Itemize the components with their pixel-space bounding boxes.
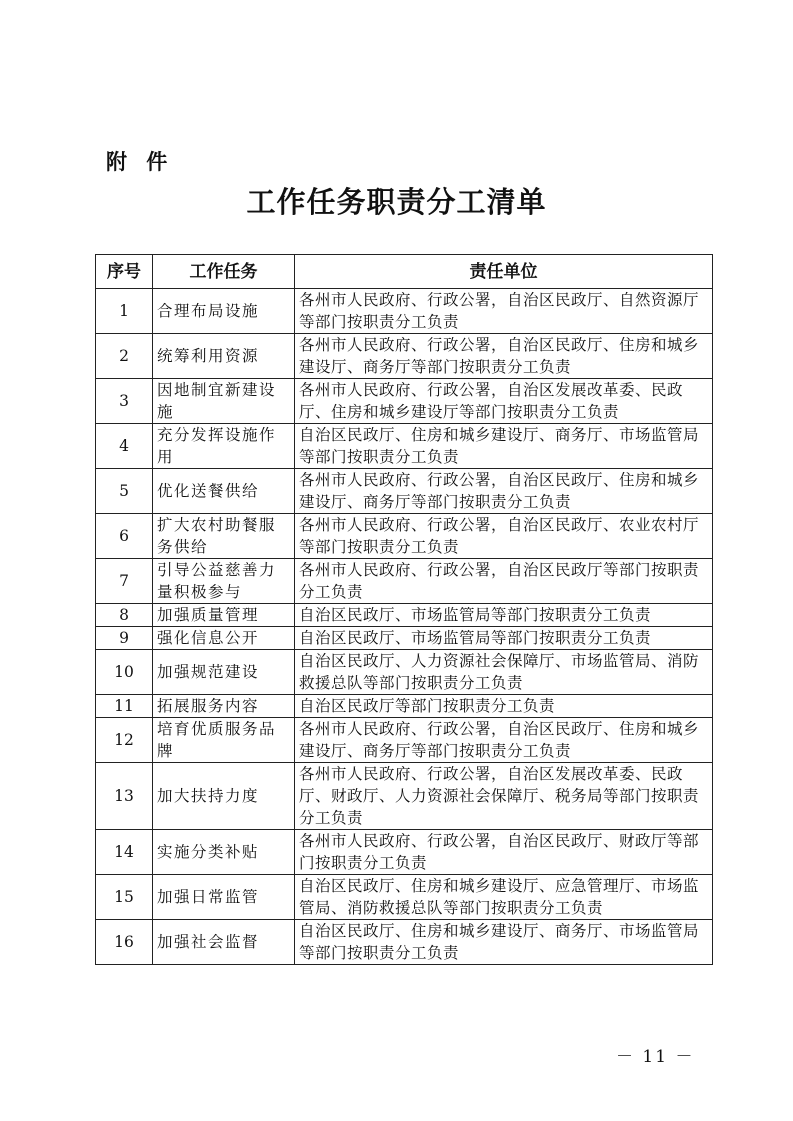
row-serial-number: 5	[96, 469, 153, 514]
row-responsible-unit: 各州市人民政府、行政公署，自治区民政厅、自然资源厅等部门按职责分工负责	[295, 289, 713, 334]
table-row	[96, 650, 713, 695]
row-responsible-unit: 各州市人民政府、行政公署，自治区民政厅、住房和城乡建设厅、商务厅等部门按职责分工负责	[295, 469, 713, 514]
header-work-task: 工作任务	[153, 255, 295, 289]
row-serial-number: 2	[96, 334, 153, 379]
table-row	[96, 559, 713, 604]
row-work-task: 实施分类补贴	[153, 830, 295, 875]
row-work-task: 加强日常监管	[153, 875, 295, 920]
table-row	[96, 763, 713, 830]
row-serial-number: 11	[96, 695, 153, 718]
row-serial-number: 10	[96, 650, 153, 695]
row-responsible-unit: 自治区民政厅、人力资源社会保障厅、市场监管局、消防救援总队等部门按职责分工负责	[295, 650, 713, 695]
row-work-task: 加强社会监督	[153, 920, 295, 965]
task-responsibility-table	[95, 254, 713, 965]
row-responsible-unit: 各州市人民政府、行政公署，自治区民政厅、住房和城乡建设厅、商务厅等部门按职责分工负责	[295, 718, 713, 763]
page-number: － 11 －	[616, 1047, 695, 1067]
row-work-task: 培育优质服务品牌	[153, 718, 295, 763]
row-serial-number: 3	[96, 379, 153, 424]
row-responsible-unit: 各州市人民政府、行政公署，自治区民政厅、财政厅等部门按职责分工负责	[295, 830, 713, 875]
table-row	[96, 514, 713, 559]
table-row	[96, 469, 713, 514]
row-work-task: 充分发挥设施作用	[153, 424, 295, 469]
row-serial-number: 4	[96, 424, 153, 469]
row-work-task: 拓展服务内容	[153, 695, 295, 718]
row-work-task: 引导公益慈善力量积极参与	[153, 559, 295, 604]
row-responsible-unit: 各州市人民政府、行政公署，自治区发展改革委、民政厅、财政厅、人力资源社会保障厅、税务局等部门按职责分工负责	[295, 763, 713, 830]
table-row	[96, 875, 713, 920]
row-serial-number: 16	[96, 920, 153, 965]
table-row	[96, 334, 713, 379]
table-header-row	[96, 255, 713, 289]
attachment-label: 附 件	[106, 150, 174, 174]
row-responsible-unit: 自治区民政厅、住房和城乡建设厅、应急管理厅、市场监管局、消防救援总队等部门按职责分工负责	[295, 875, 713, 920]
header-serial-number: 序号	[96, 255, 153, 289]
row-responsible-unit: 自治区民政厅等部门按职责分工负责	[295, 695, 713, 718]
row-serial-number: 7	[96, 559, 153, 604]
row-work-task: 强化信息公开	[153, 627, 295, 650]
table-row	[96, 379, 713, 424]
row-work-task: 加大扶持力度	[153, 763, 295, 830]
table-row	[96, 830, 713, 875]
row-serial-number: 6	[96, 514, 153, 559]
row-work-task: 合理布局设施	[153, 289, 295, 334]
row-serial-number: 12	[96, 718, 153, 763]
row-responsible-unit: 各州市人民政府、行政公署，自治区发展改革委、民政厅、住房和城乡建设厅等部门按职责分工负责	[295, 379, 713, 424]
table-row	[96, 604, 713, 627]
row-serial-number: 15	[96, 875, 153, 920]
row-serial-number: 14	[96, 830, 153, 875]
table-row	[96, 424, 713, 469]
header-responsible-unit: 责任单位	[295, 255, 713, 289]
table-row	[96, 695, 713, 718]
row-serial-number: 1	[96, 289, 153, 334]
table-row	[96, 289, 713, 334]
row-serial-number: 9	[96, 627, 153, 650]
row-work-task: 加强规范建设	[153, 650, 295, 695]
row-work-task: 因地制宜新建设施	[153, 379, 295, 424]
row-serial-number: 13	[96, 763, 153, 830]
row-work-task: 扩大农村助餐服务供给	[153, 514, 295, 559]
row-responsible-unit: 各州市人民政府、行政公署，自治区民政厅、农业农村厅等部门按职责分工负责	[295, 514, 713, 559]
row-responsible-unit: 自治区民政厅、住房和城乡建设厅、商务厅、市场监管局等部门按职责分工负责	[295, 424, 713, 469]
row-responsible-unit: 各州市人民政府、行政公署，自治区民政厅等部门按职责分工负责	[295, 559, 713, 604]
row-responsible-unit: 自治区民政厅、住房和城乡建设厅、商务厅、市场监管局等部门按职责分工负责	[295, 920, 713, 965]
table-row	[96, 920, 713, 965]
row-responsible-unit: 自治区民政厅、市场监管局等部门按职责分工负责	[295, 627, 713, 650]
row-work-task: 优化送餐供给	[153, 469, 295, 514]
row-work-task: 加强质量管理	[153, 604, 295, 627]
document-title: 工作任务职责分工清单	[246, 185, 547, 219]
row-responsible-unit: 各州市人民政府、行政公署，自治区民政厅、住房和城乡建设厅、商务厅等部门按职责分工负责	[295, 334, 713, 379]
row-responsible-unit: 自治区民政厅、市场监管局等部门按职责分工负责	[295, 604, 713, 627]
table-row	[96, 627, 713, 650]
row-serial-number: 8	[96, 604, 153, 627]
row-work-task: 统筹利用资源	[153, 334, 295, 379]
table-row	[96, 718, 713, 763]
